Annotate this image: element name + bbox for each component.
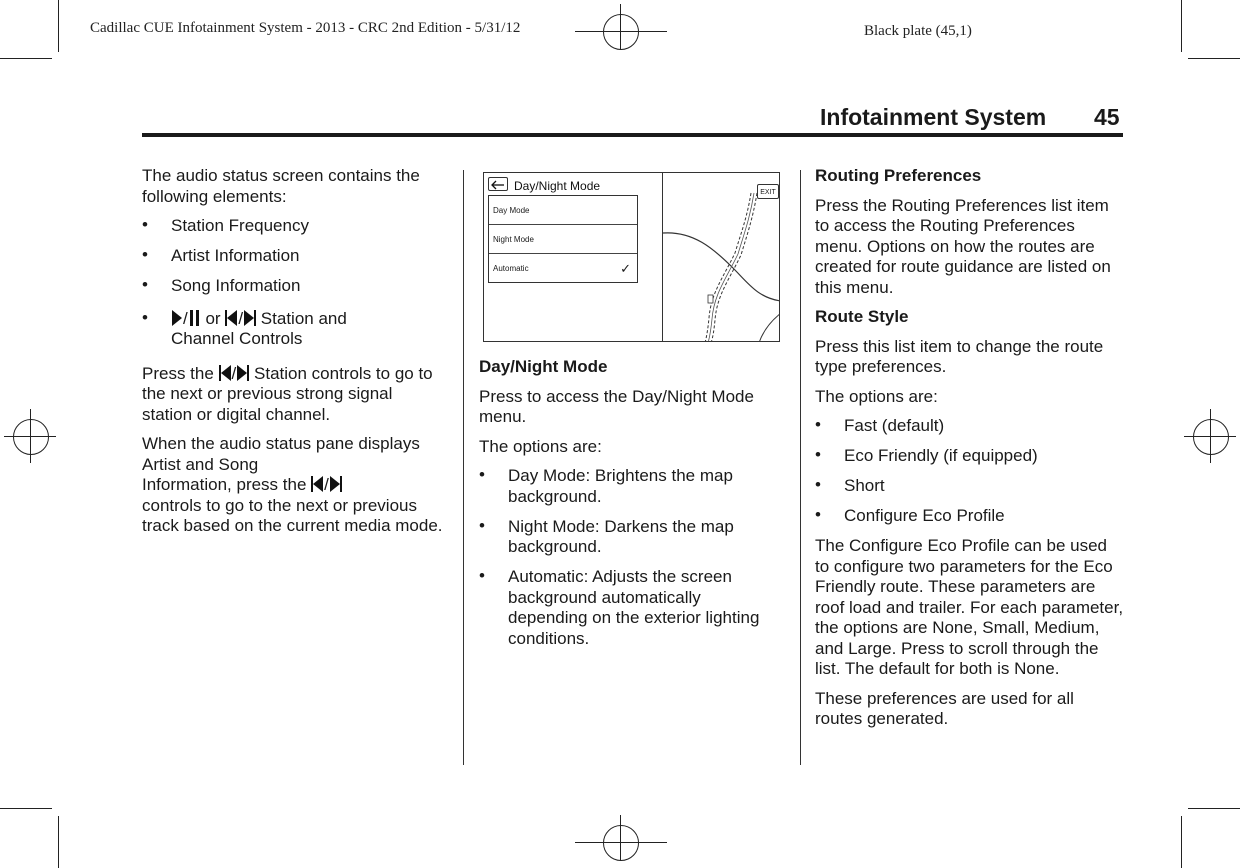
paragraph: Press this list item to change the route type preferences. (815, 336, 1104, 376)
crop-mark (58, 816, 59, 868)
running-header-book: Cadillac CUE Infotainment System - 2013 - CRC 2nd Edition - 5/31/12 (90, 20, 521, 36)
registration-line (1210, 409, 1211, 463)
figure-menu-item: Day Mode (489, 196, 637, 225)
pause-icon (188, 309, 201, 327)
column-3 (815, 166, 1125, 739)
paragraph: The Configure Eco Profile can be used to configure two parameters for the Eco Friendly route. These parameters are roof load and trailer. For each parameter, the options are None, Small, Medium, and Large. Press to scroll through the list. The default for both is None. (815, 536, 1124, 678)
crop-mark (1188, 808, 1240, 809)
registration-mark-left (13, 419, 49, 455)
seek-forward-icon (236, 364, 249, 382)
seek-forward-icon (243, 309, 256, 327)
crop-mark (1181, 0, 1182, 52)
map-roads (663, 173, 780, 342)
registration-line (620, 4, 621, 50)
list-item: • Artist Information (142, 245, 300, 265)
checkmark-icon: ✓ (620, 261, 631, 276)
section-heading: Route Style (815, 307, 909, 326)
paragraph: Press to access the Day/Night Mode menu. (479, 386, 754, 426)
section-heading: Routing Preferences (815, 166, 982, 185)
list-item: • Automatic: Adjusts the screen background automatically depending on the exterior lighting conditions. (479, 566, 760, 648)
list-item: • Song Information (142, 275, 301, 295)
registration-mark-top (603, 14, 639, 50)
list-item: • Short (815, 475, 885, 495)
station-controls-paragraph: Press the / Station controls to go to the next or previous strong signal station or digital channel. (142, 363, 433, 424)
crop-mark (0, 808, 52, 809)
figure-menu (488, 195, 638, 283)
registration-mark-right (1193, 419, 1229, 455)
crop-mark (1188, 58, 1240, 59)
registration-line (575, 31, 667, 32)
registration-line (30, 409, 31, 463)
list-item-controls: • / or / Station and Channel Controls (142, 307, 347, 348)
column-divider (463, 170, 464, 765)
intro-paragraph: The audio status screen contains the following elements: (142, 166, 420, 206)
exit-button: EXIT (757, 184, 779, 199)
track-controls-paragraph: When the audio status pane displays Artist and Song Information, press the / controls to go to the next or previous track based on the current media mode. (142, 434, 443, 535)
figure-menu-item: Night Mode (489, 225, 637, 254)
seek-back-icon (219, 364, 232, 382)
figure-menu-item: Automatic ✓ (489, 254, 637, 283)
header-rule (142, 133, 1123, 137)
day-night-mode-screenshot (483, 172, 780, 342)
seek-back-icon (225, 309, 238, 327)
paragraph: The options are: (815, 386, 938, 406)
paragraph: Press the Routing Preferences list item to access the Routing Preferences menu. Options on how the routes are created for route guidance are listed on this menu. (815, 195, 1111, 297)
column-2 (479, 357, 779, 659)
back-arrow-icon (488, 177, 508, 191)
play-icon (171, 309, 183, 327)
column-1 (142, 166, 447, 546)
registration-line (575, 842, 667, 843)
page-number: 45 (1094, 104, 1120, 130)
list-item: • Night Mode: Darkens the map background. (479, 515, 734, 556)
figure-title: Day/Night Mode (514, 179, 601, 193)
seek-back-icon (311, 475, 324, 493)
registration-mark-bottom (603, 825, 639, 861)
paragraph: These preferences are used for all routes generated. (815, 688, 1074, 728)
list-item: • Day Mode: Brightens the map background. (479, 465, 733, 506)
list-item: • Fast (default) (815, 415, 945, 435)
running-header-plate: Black plate (45,1) (864, 23, 972, 39)
column-divider (800, 170, 801, 765)
crop-mark (58, 0, 59, 52)
list-item: • Station Frequency (142, 215, 309, 235)
paragraph: The options are: (479, 436, 602, 456)
crop-mark (1181, 816, 1182, 868)
list-item: • Eco Friendly (if equipped) (815, 445, 1038, 465)
seek-forward-icon (329, 475, 342, 493)
list-item: • Configure Eco Profile (815, 505, 1005, 525)
page-title: Infotainment System (820, 104, 1047, 130)
section-heading: Day/Night Mode (479, 357, 608, 376)
crop-mark (0, 58, 52, 59)
registration-line (620, 815, 621, 861)
